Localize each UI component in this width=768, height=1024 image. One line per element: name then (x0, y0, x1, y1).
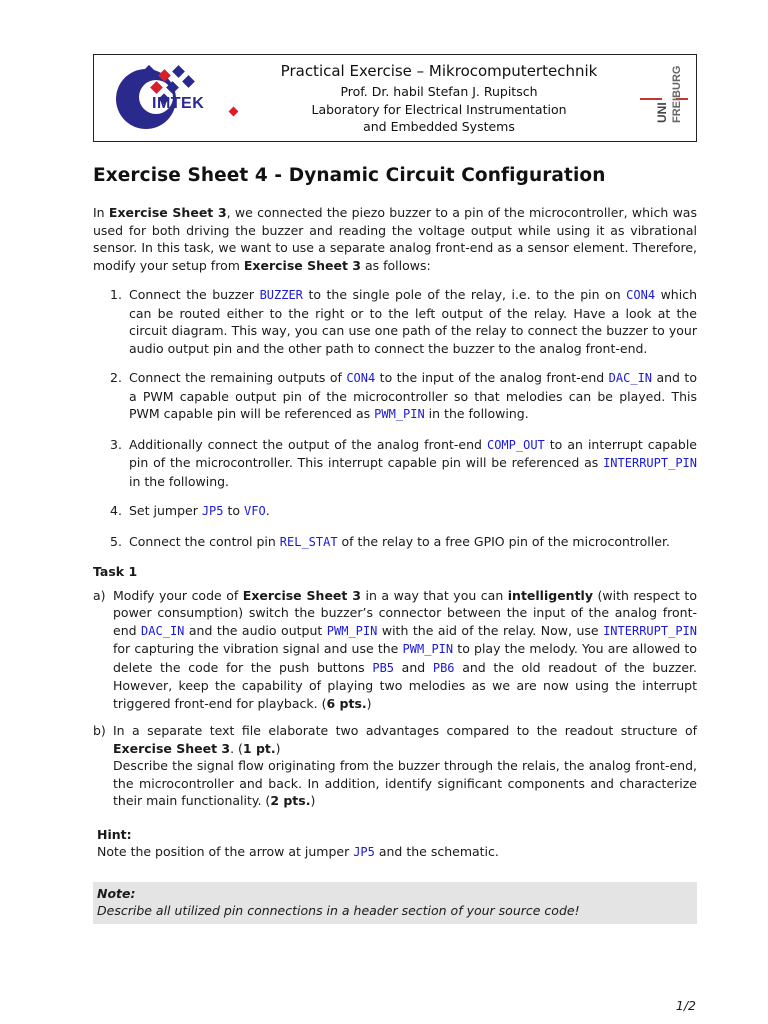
hint-block (93, 826, 697, 862)
hint-title: Hint: (97, 826, 132, 842)
note-text: Describe all utilized pin connections in a header section of your source code! (97, 903, 580, 918)
course-title: Practical Exercise – Mikrocomputertechnik (280, 62, 598, 80)
imtek-logo-text: IMTEK (152, 95, 205, 112)
lab-name-line1: Laboratory for Electrical Instrumentation (311, 101, 567, 117)
professor-name: Prof. Dr. habil Stefan J. Rupitsch (340, 84, 538, 99)
note-title: Note: (97, 885, 136, 901)
hint-text: Note the position of the arrow at jumper JP5 and the schematic. (97, 844, 499, 859)
page-number: 1/2 (675, 998, 696, 1013)
list-item: 1. Connect the buzzer BUZZER to the single pole of the relay, i.e. to the pin on CON4 which can be routed either to the right or to the left output of the relay. Have a look at the circuit diagram. This way, you can use one path of the relay to connect the buzzer to your audio output pin and the other path to connect the buzzer to the analog front-end. (110, 287, 697, 356)
lab-name-line2: and Embedded Systems (363, 119, 515, 134)
list-item: 3. Additionally connect the output of the analog front-end COMP_OUT to an interrupt capable pin of the microcontroller. This interrupt capable pin will be referenced as INTERRUPT_PIN in the following. (110, 436, 697, 489)
uni-freiburg-logo (640, 57, 690, 137)
uni-logo-uni: UNI (655, 102, 669, 123)
task-heading: Task 1 (93, 564, 138, 579)
header-box (93, 54, 697, 142)
document-body (93, 204, 697, 924)
header-center (264, 59, 614, 136)
note-box (93, 882, 697, 924)
task-a: a) Modify your code of Exercise Sheet 3 in a way that you can intelligently (with respect to power consumption) switch the buzzer’s connector between the input of the analog front-end DAC_IN and the audio output PWM_PIN with the aid of the relay. Now, use INTERRUPT_PIN for capturing the vibration signal and use the PWM_PIN to play the melody. You are allowed to delete the code for the push buttons PB5 and PB6 and the old readout of the buzzer. However, keep the capability of playing two melodies as we are now using the interrupt triggered front-end for playback. (6 pts.) (93, 587, 698, 711)
setup-steps-list (93, 286, 697, 551)
list-item: 2. Connect the remaining outputs of CON4 to the input of the analog front-end DAC_IN and to a PWM capable output pin of the microcontroller so that melodies can be played. This PWM capable pin will be referenced as PWM_PIN in the following. (110, 370, 697, 421)
task-b: b) In a separate text file elaborate two advantages compared to the readout structure of Exercise Sheet 3. (1 pt.) Describe the signal flow originating from the buzzer through the relais, the analog front-end, the microcontroller and back. In addition, identify significant components and characterize their main functionality. (2 pts.) (93, 723, 697, 808)
list-item: 5. Connect the control pin REL_STAT of the relay to a free GPIO pin of the microcontroller. (110, 533, 670, 549)
list-item: 4. Set jumper JP5 to VFO. (110, 503, 270, 518)
exercise-title: Exercise Sheet 4 - Dynamic Circuit Configuration (93, 165, 606, 186)
intro-paragraph: In Exercise Sheet 3, we connected the piezo buzzer to a pin of the microcontroller, which was used for both driving the buzzer and reading the voltage output while using it as vibrational sensor. In this task, we want to use a separate analog front-end as a sensor element. Therefore, modify your setup from Exercise Sheet 3 as follows: (93, 205, 697, 273)
uni-logo-freiburg: FREIBURG (671, 65, 683, 123)
